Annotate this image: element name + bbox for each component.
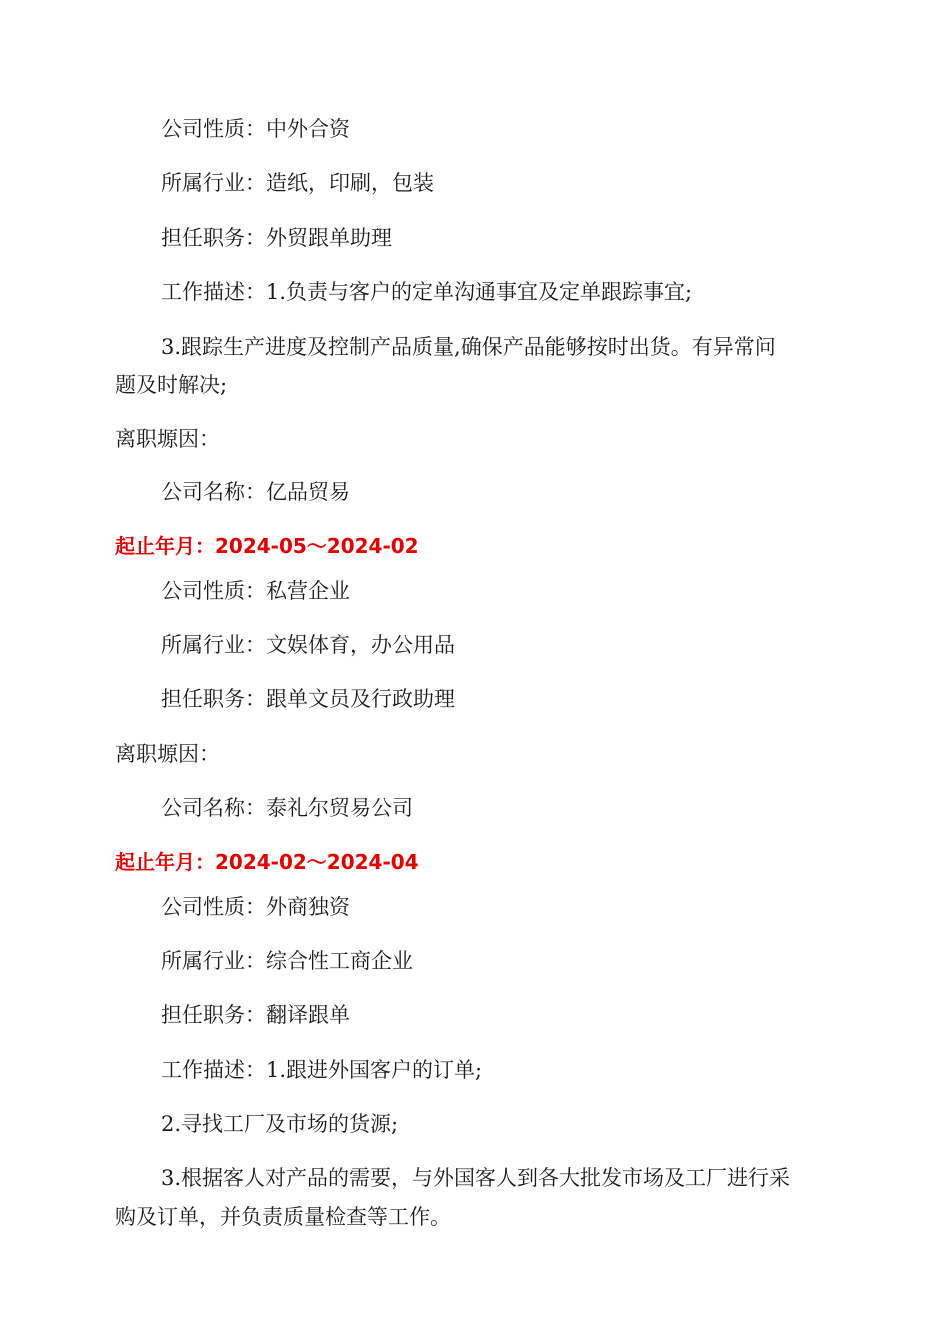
job1-leave-reason: 离职塬因： [115, 427, 220, 451]
job1-company-nature: 公司性质：中外合资 [161, 117, 350, 141]
job3-description-3-line1: 3.根据客人对产品的需要，与外国客人到各大批发市场及工厂进行采 [161, 1166, 791, 1190]
job1-industry: 所属行业：造纸，印刷，包装 [161, 171, 434, 195]
job1-position: 担任职务：外贸跟单助理 [161, 226, 392, 250]
job1-description-1: 工作描述：1.负责与客户的定单沟通事宜及定单跟踪事宜; [161, 280, 693, 304]
job2-period-heading: 起止年月：2024-05～2024-02 [115, 534, 419, 558]
job3-company-name: 公司名称：泰礼尔贸易公司 [161, 796, 413, 820]
job3-period-heading: 起止年月：2024-02～2024-04 [115, 850, 419, 874]
job2-company-name: 公司名称：亿品贸易 [161, 480, 350, 504]
job3-position: 担任职务：翻译跟单 [161, 1003, 350, 1027]
job3-description-3-line2: 购及订单，并负责质量检查等工作。 [115, 1205, 451, 1229]
job1-description-3-line1: 3.跟踪生产进度及控制产品质量,确保产品能够按时出货。有异常问 [161, 335, 776, 359]
job3-description-2: 2.寻找工厂及市场的货源; [161, 1112, 399, 1136]
job2-position: 担任职务：跟单文员及行政助理 [161, 687, 455, 711]
job2-leave-reason: 离职塬因： [115, 742, 220, 766]
job3-description-1: 工作描述：1.跟进外国客户的订单; [161, 1058, 483, 1082]
job3-industry: 所属行业：综合性工商企业 [161, 949, 413, 973]
job2-industry: 所属行业：文娱体育，办公用品 [161, 633, 455, 657]
job2-company-nature: 公司性质：私营企业 [161, 579, 350, 603]
job1-description-3-line2: 题及时解决; [115, 373, 228, 397]
job3-company-nature: 公司性质：外商独资 [161, 895, 350, 919]
